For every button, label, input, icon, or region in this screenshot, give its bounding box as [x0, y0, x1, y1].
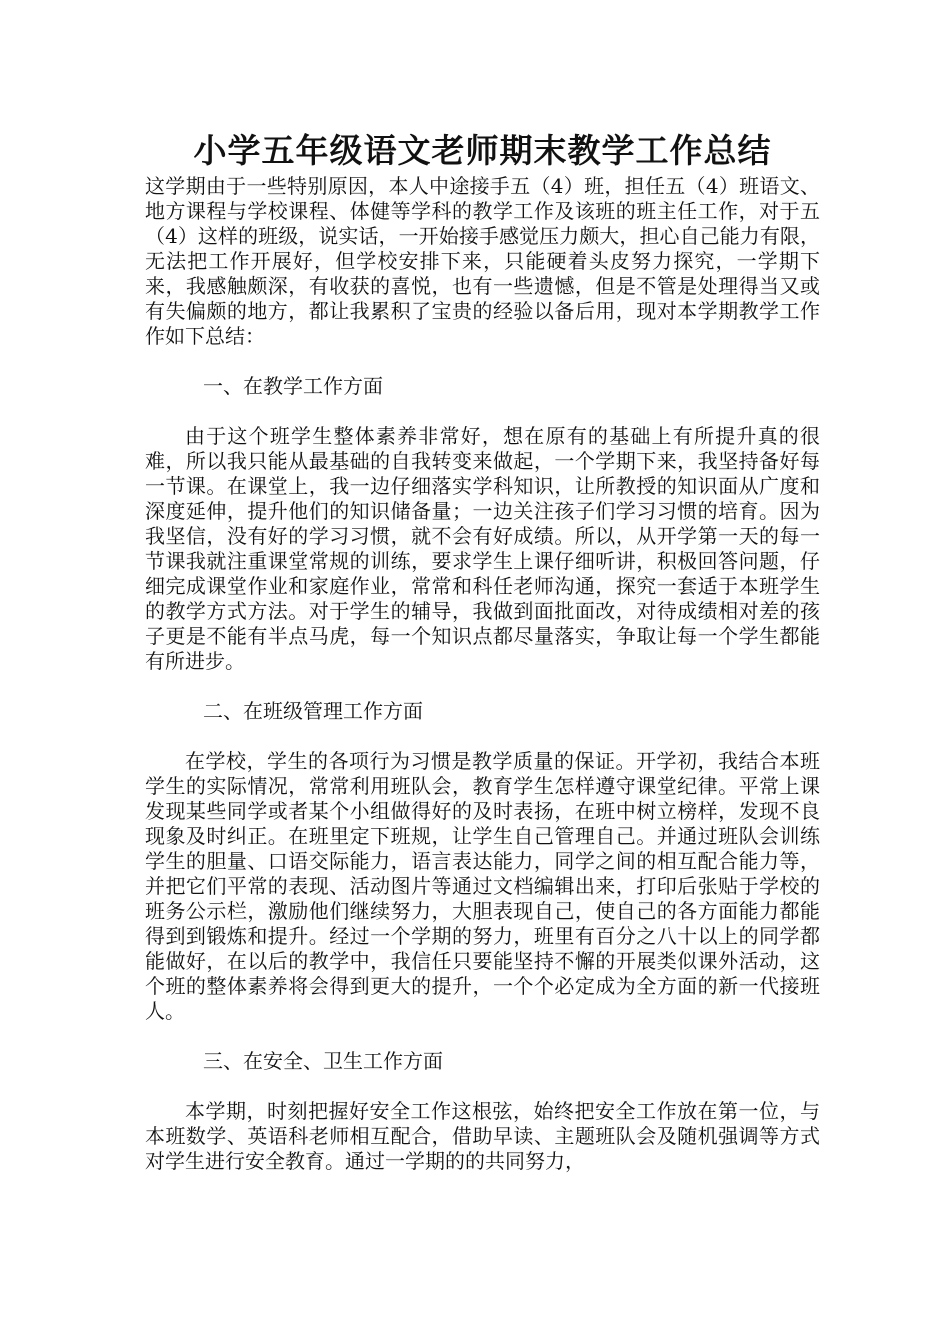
document-title: 小学五年级语文老师期末教学工作总结 — [193, 131, 772, 170]
spacer — [145, 724, 820, 749]
section-heading-class-management: 二、在班级管理工作方面 — [203, 699, 423, 723]
intro-paragraph: 这学期由于一些特别原因，本人中途接手五（4）班，担任五（4）班语文、地方课程与学校课程、体健等学科的教学工作及该班的班主任工作，对于五（4）这样的班级，说实话，一开始接手感觉压力颇大，担心自己能力有限，无法把工作开展好，但学校安排下来，只能硬着头皮努力探究，一学期下来，我感触颇深，有收获的喜悦，也有一些遗憾，但是不管是处理得当又或有失偏颇的地方，都让我累积了宝贵的经验以备后用，现对本学期教学工作作如下总结： — [145, 174, 820, 348]
spacer — [145, 674, 820, 699]
spacer — [145, 349, 820, 374]
spacer — [145, 1074, 820, 1099]
section-heading-teaching: 一、在教学工作方面 — [203, 374, 383, 398]
document-page — [145, 128, 820, 1174]
section-body-teaching: 由于这个班学生整体素养非常好，想在原有的基础上有所提升真的很难，所以我只能从最基础的自我转变来做起，一个学期下来，我坚持备好每一节课。在课堂上，我一边仔细落实学科知识，让所教授的知识面从广度和深度延伸，提升他们的知识储备量；一边关注孩子们学习习惯的培育。因为我坚信，没有好的学习习惯，就不会有好成绩。所以，从开学第一天的每一节课我就注重课堂常规的训练，要求学生上课仔细听讲，积极回答问题，仔细完成课堂作业和家庭作业，常常和科任老师沟通，探究一套适于本班学生的教学方式方法。对于学生的辅导，我做到面批面改，对待成绩相对差的孩子更是不能有半点马虎，每一个知识点都尽量落实，争取让每一个学生都能有所进步。 — [145, 424, 820, 673]
spacer — [145, 1024, 820, 1049]
spacer — [145, 399, 820, 424]
section-heading-safety-hygiene: 三、在安全、卫生工作方面 — [203, 1049, 443, 1073]
section-body-safety-hygiene: 本学期，时刻把握好安全工作这根弦，始终把安全工作放在第一位，与本班数学、英语科老师相互配合，借助早读、主题班队会及随机强调等方式对学生进行安全教育。通过一学期的的共同努力， — [145, 1099, 820, 1173]
section-body-class-management: 在学校，学生的各项行为习惯是教学质量的保证。开学初，我结合本班学生的实际情况，常常利用班队会，教育学生怎样遵守课堂纪律。平常上课发现某些同学或者某个小组做得好的及时表扬，在班中树立榜样，发现不良现象及时纠正。在班里定下班规，让学生自己管理自己。并通过班队会训练学生的胆量、口语交际能力，语言表达能力，同学之间的相互配合能力等，并把它们平常的表现、活动图片等通过文档编辑出来，打印后张贴于学校的班务公示栏，激励他们继续努力，大胆表现自己，使自己的各方面能力都能得到到锻炼和提升。经过一个学期的努力，班里有百分之八十以上的同学都能做好，在以后的教学中，我信任只要能坚持不懈的开展类似课外活动，这个班的整体素养将会得到更大的提升，一个个必定成为全方面的新一代接班人。 — [145, 749, 820, 1023]
